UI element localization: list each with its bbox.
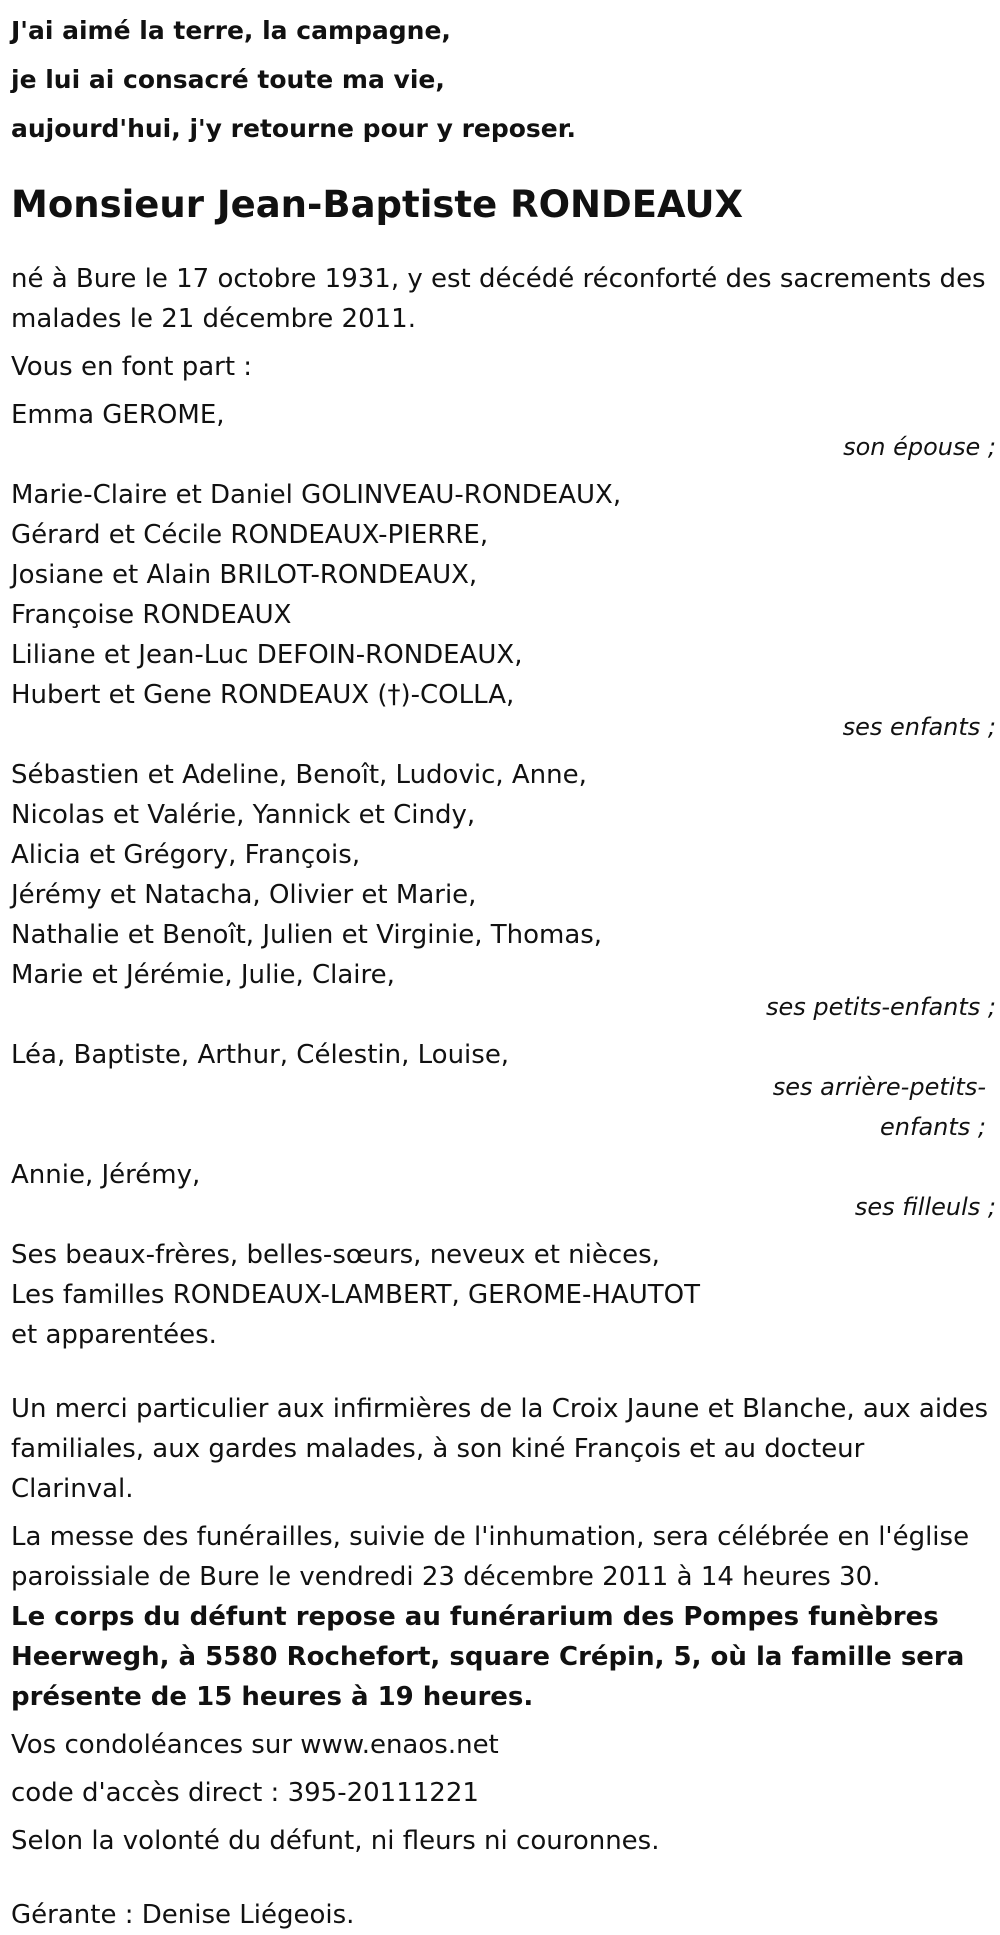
relation-label: son épouse ;: [843, 433, 996, 461]
relation-label: [756, 1067, 986, 1147]
relation-label-line: ses arrière-petits-: [772, 1073, 986, 1101]
family-name-line: Liliane et Jean-Luc DEFOIN-RONDEAUX,: [11, 640, 523, 670]
family-name-line: Hubert et Gene RONDEAUX (†)-COLLA,: [11, 680, 515, 710]
birth-death-text: né à Bure le 17 octobre 1931, y est décédé réconforté des sacrements des malades le 21 décembre 2011.: [11, 264, 986, 334]
announce-intro: Vous en font part :: [11, 352, 253, 382]
epitaph-line: J'ai aimé la terre, la campagne,: [11, 16, 451, 45]
viewing-text: Le corps du défunt repose au funérarium des Pompes funèbres Heerwegh, à 5580 Rochefort, square Crépin, 5, où la famille sera présente de 15 heures à 19 heures.: [11, 1602, 965, 1712]
family-name-line: Les familles RONDEAUX-LAMBERT, GEROME-HAUTOT: [11, 1280, 700, 1310]
grandchildren-group: [11, 755, 989, 995]
relation-label-line: enfants ;: [880, 1113, 986, 1141]
family-name-line: Annie, Jérémy,: [11, 1160, 201, 1190]
family-name-line: Jérémy et Natacha, Olivier et Marie,: [11, 880, 477, 910]
epitaph-line: aujourd'hui, j'y retourne pour y reposer.: [11, 114, 577, 143]
family-name-line: Gérard et Cécile RONDEAUX-PIERRE,: [11, 520, 489, 550]
thanks-text: Un merci particulier aux infirmières de la Croix Jaune et Blanche, aux aides familiales, aux gardes malades, à son kiné François et au docteur Clarinval.: [11, 1394, 989, 1504]
manager-text: Gérante : Denise Liégeois.: [11, 1900, 355, 1930]
funeral-text: La messe des funérailles, suivie de l'inhumation, sera célébrée en l'église paroissiale de Bure le vendredi 23 décembre 2011 à 14 heures 30.: [11, 1522, 970, 1592]
family-name-line: Léa, Baptiste, Arthur, Célestin, Louise,: [11, 1040, 510, 1070]
family-name-line: Nathalie et Benoît, Julien et Virginie, Thomas,: [11, 920, 603, 950]
family-name-line: Nicolas et Valérie, Yannick et Cindy,: [11, 800, 476, 830]
family-name-line: Marie-Claire et Daniel GOLINVEAU-RONDEAUX,: [11, 480, 622, 510]
family-name-line: Ses beaux-frères, belles-sœurs, neveux et nièces,: [11, 1240, 660, 1270]
deceased-name: Monsieur Jean-Baptiste RONDEAUX: [11, 183, 744, 226]
family-name-line: Françoise RONDEAUX: [11, 600, 292, 630]
relation-label: ses enfants ;: [842, 713, 996, 741]
obituary-page: [0, 6, 1000, 1930]
family-name-line: et apparentées.: [11, 1320, 217, 1350]
epitaph: [11, 6, 989, 153]
family-name-line: Marie et Jérémie, Julie, Claire,: [11, 960, 395, 990]
family-name-line: Alicia et Grégory, François,: [11, 840, 361, 870]
children-group: [11, 475, 989, 715]
relation-label: ses filleuls ;: [854, 1193, 996, 1221]
family-name-line: Josiane et Alain BRILOT-RONDEAUX,: [11, 560, 478, 590]
epitaph-line: je lui ai consacré toute ma vie,: [11, 65, 445, 94]
condolences-text: Vos condoléances sur www.enaos.net: [11, 1730, 499, 1760]
family-name-line: Emma GEROME,: [11, 400, 225, 430]
extended-family: [11, 1235, 989, 1355]
access-code-text: code d'accès direct : 395-20111221: [11, 1778, 479, 1808]
no-flowers-text: Selon la volonté du défunt, ni fleurs ni couronnes.: [11, 1826, 660, 1856]
family-name-line: Sébastien et Adeline, Benoît, Ludovic, Anne,: [11, 760, 587, 790]
relation-label: ses petits-enfants ;: [765, 993, 996, 1021]
